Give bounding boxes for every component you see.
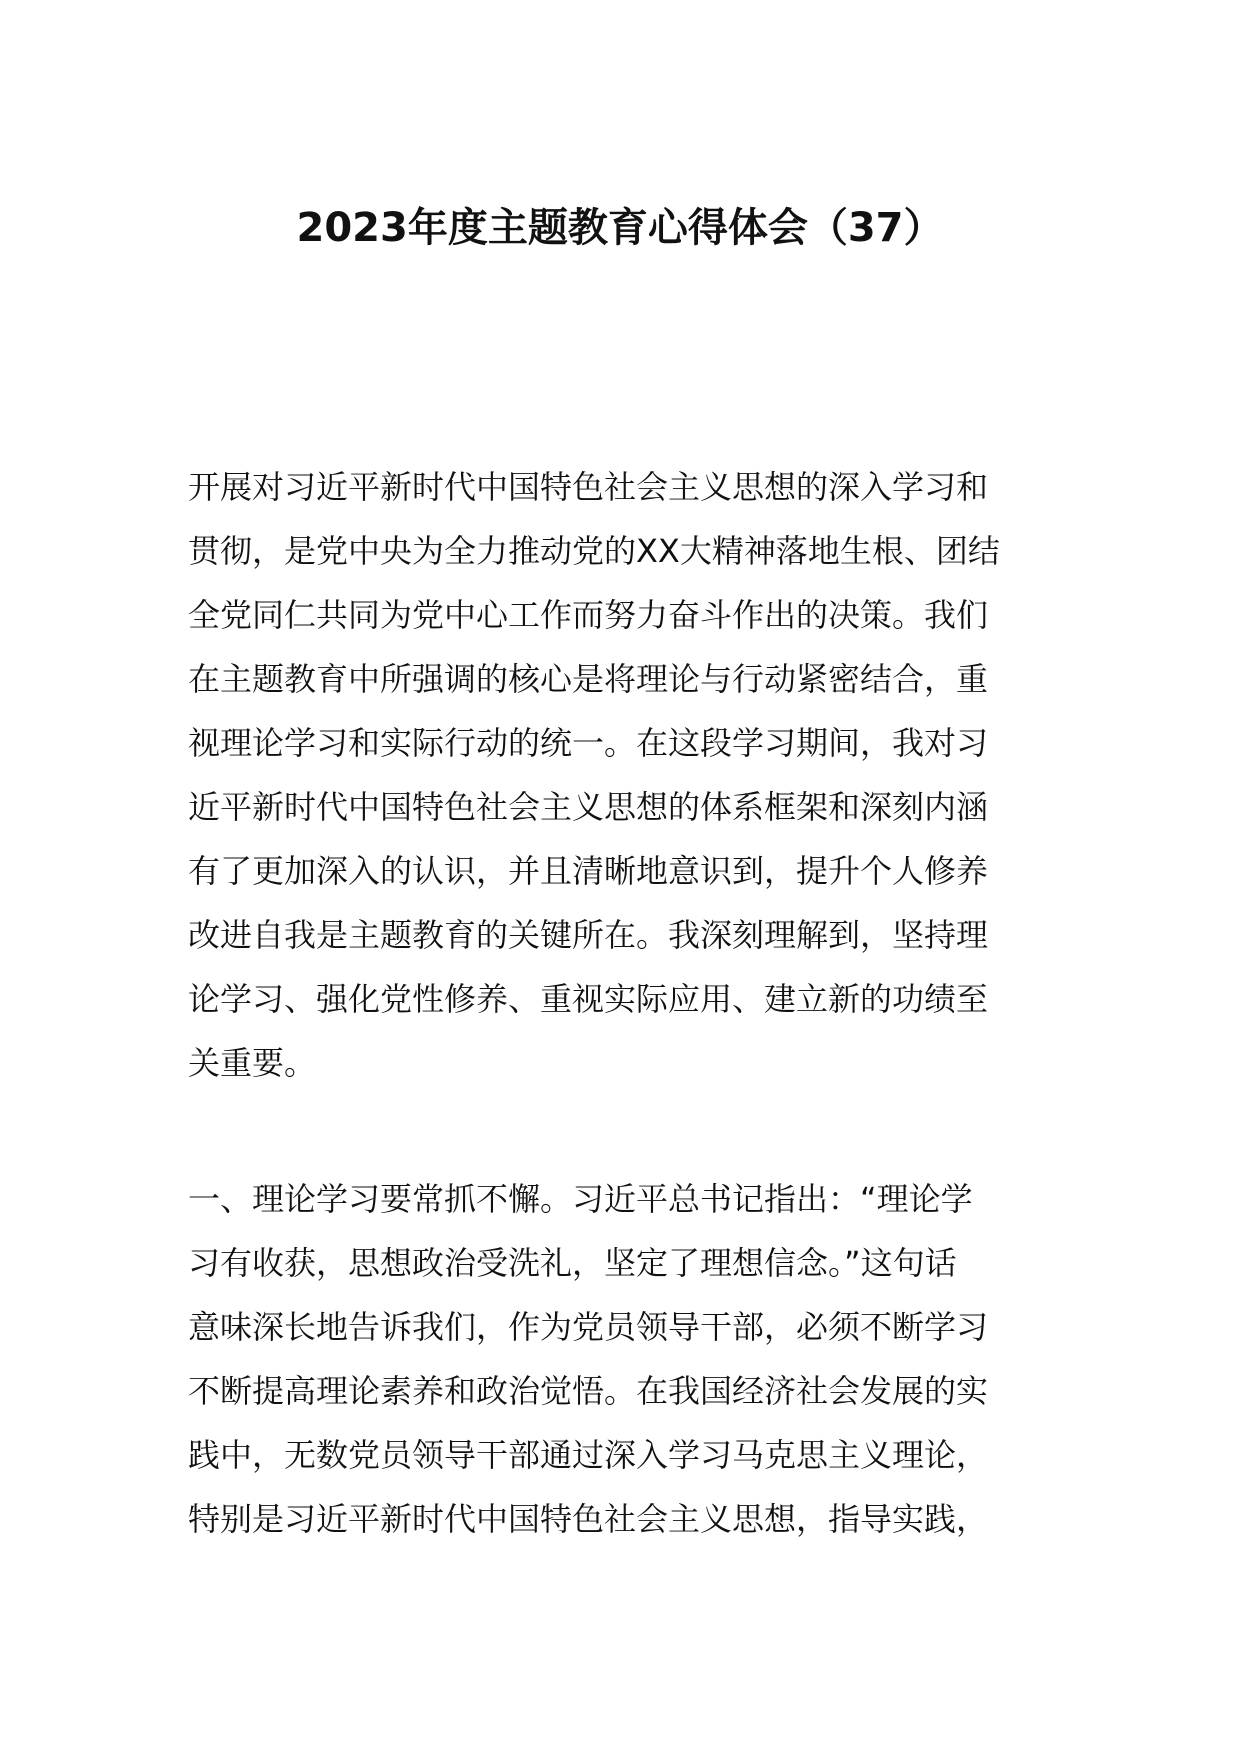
text-line: 特别是习近平新时代中国特色社会主义思想，指导实践， bbox=[188, 1500, 989, 1538]
text-line: 有了更加深入的认识，并且清晰地意识到，提升个人修养 bbox=[188, 852, 989, 890]
text-line: 贯彻，是党中央为全力推动党的XX大精神落地生根、团结 bbox=[188, 532, 1000, 570]
text-line: 践中，无数党员领导干部通过深入学习马克思主义理论， bbox=[188, 1436, 989, 1474]
text-line: 意味深长地告诉我们，作为党员领导干部，必须不断学习 bbox=[188, 1308, 989, 1346]
text-line: 近平新时代中国特色社会主义思想的体系框架和深刻内涵 bbox=[188, 788, 989, 826]
paragraph-section-one bbox=[188, 1167, 1056, 1551]
text-line: 一、理论学习要常抓不懈。习近平总书记指出：“理论学 bbox=[188, 1180, 973, 1218]
text-line: 开展对习近平新时代中国特色社会主义思想的深入学习和 bbox=[188, 468, 989, 506]
text-line: 论学习、强化党性修养、重视实际应用、建立新的功绩至 bbox=[188, 980, 989, 1018]
text-line: 视理论学习和实际行动的统一。在这段学习期间，我对习 bbox=[188, 724, 989, 762]
text-line: 改进自我是主题教育的关键所在。我深刻理解到，坚持理 bbox=[188, 916, 989, 954]
text-line: 习有收获，思想政治受洗礼，坚定了理想信念。”这句话 bbox=[188, 1244, 957, 1282]
paragraph-intro bbox=[188, 455, 1056, 1095]
document-title: 2023年度主题教育心得体会（37） bbox=[296, 205, 944, 251]
text-line: 关重要。 bbox=[188, 1044, 317, 1082]
text-line: 在主题教育中所强调的核心是将理论与行动紧密结合，重 bbox=[188, 660, 989, 698]
text-line: 全党同仁共同为党中心工作而努力奋斗作出的决策。我们 bbox=[188, 596, 989, 634]
text-line: 不断提高理论素养和政治觉悟。在我国经济社会发展的实 bbox=[188, 1372, 989, 1410]
